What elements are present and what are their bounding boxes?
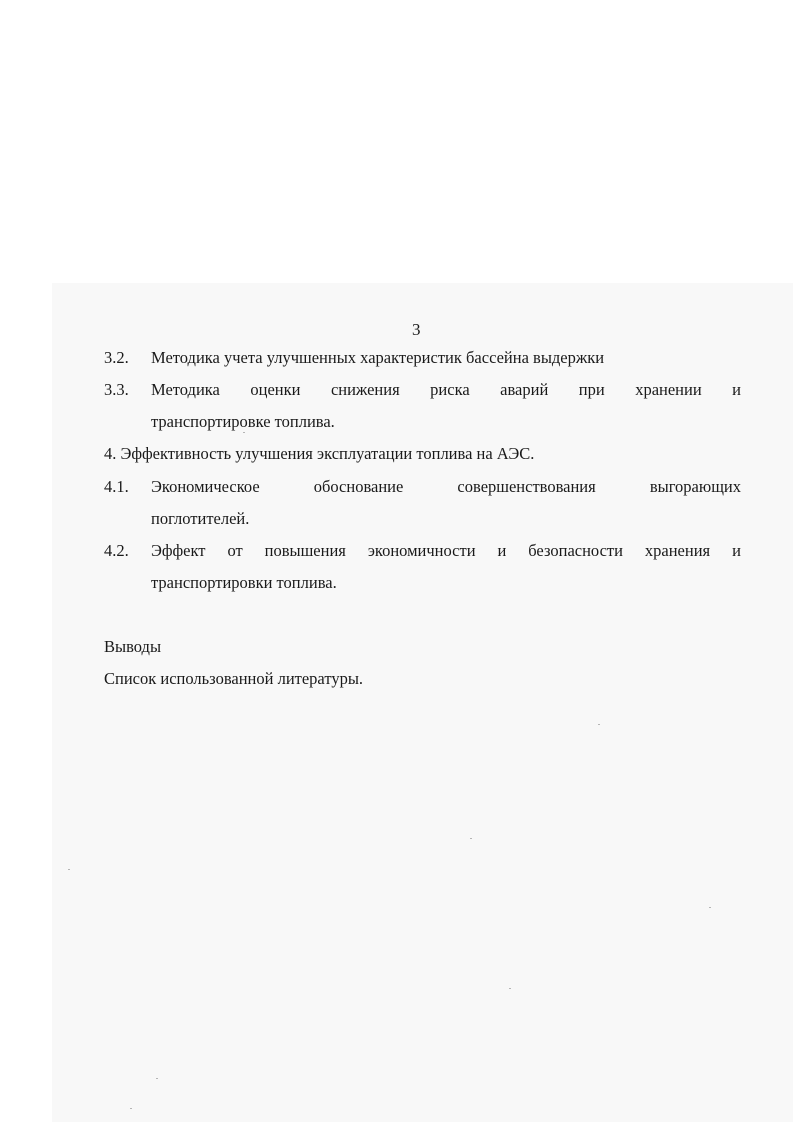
word: при	[578, 380, 605, 399]
item-title-line-1	[151, 541, 741, 561]
item-title-line-1	[151, 477, 741, 497]
word: экономичности	[367, 541, 476, 560]
word: Экономическое	[151, 477, 260, 496]
scan-speck	[156, 1078, 158, 1079]
scan-background	[52, 283, 793, 1122]
scan-speck	[68, 869, 70, 870]
scan-speck	[598, 724, 600, 725]
word: Методика	[151, 380, 220, 399]
word: от	[227, 541, 243, 560]
scan-speck	[243, 432, 245, 433]
word: выгорающих	[649, 477, 741, 496]
scan-speck	[470, 838, 472, 839]
page-number: 3	[412, 320, 421, 339]
conclusions-heading: Выводы	[104, 637, 162, 656]
item-title-line-1	[151, 380, 741, 400]
word: и	[497, 541, 507, 560]
item-number: 4.2.	[104, 541, 129, 560]
word: хранения	[644, 541, 711, 560]
word: оценки	[250, 380, 301, 399]
item-title-line-2: транспортировки топлива.	[151, 573, 337, 592]
scan-speck	[509, 988, 511, 989]
word: снижения	[330, 380, 400, 399]
references-heading: Список использованной литературы.	[104, 669, 364, 688]
item-number: 3.2.	[104, 348, 129, 367]
word: повышения	[264, 541, 346, 560]
word: аварий	[500, 380, 549, 399]
word: обоснование	[313, 477, 404, 496]
scan-speck	[130, 1108, 132, 1109]
toc-section-4: 4. Эффективность улучшения эксплуатации топлива на АЭС.	[104, 444, 535, 463]
item-title-line-2: поглотителей.	[151, 509, 250, 528]
item-number: 3.3.	[104, 380, 129, 399]
item-number: 4.1.	[104, 477, 129, 496]
item-title: Методика учета улучшенных характеристик бассейна выдержки	[151, 348, 605, 367]
word: хранении	[635, 380, 702, 399]
word: и	[732, 541, 741, 560]
item-title-line-2: транспортировке топлива.	[151, 412, 335, 431]
word: совершенствования	[457, 477, 596, 496]
scan-speck	[709, 907, 711, 908]
word: риска	[430, 380, 470, 399]
word: Эффект	[151, 541, 206, 560]
word: и	[732, 380, 741, 399]
word: безопасности	[528, 541, 623, 560]
